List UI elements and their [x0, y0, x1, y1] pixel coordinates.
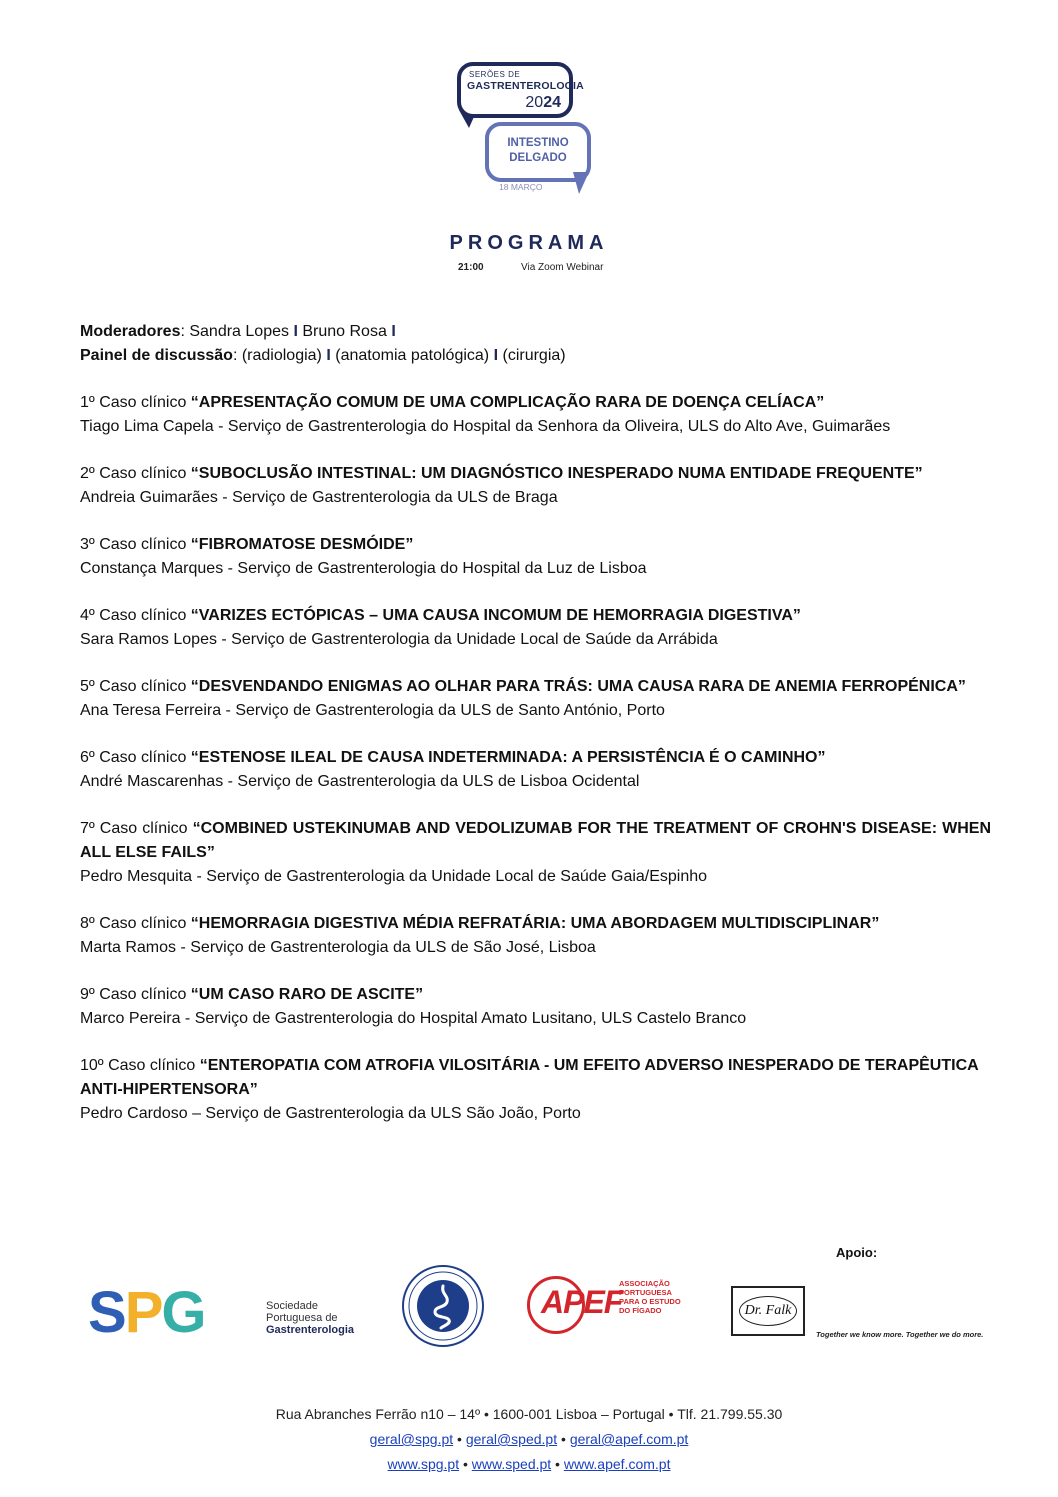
moderators-label: Moderadores	[80, 323, 181, 340]
logo-bubble-series	[457, 62, 584, 118]
case-heading	[80, 817, 991, 865]
case-title: “COMBINED USTEKINUMAB AND VEDOLIZUMAB FOR THE TREATMENT OF CROHN'S DISEASE: WHEN ALL ELSE FAILS”	[80, 820, 992, 861]
footer-emails: geral@spg.pt • geral@sped.pt • geral@apef.com.pt	[369, 1431, 689, 1447]
case-item	[80, 604, 991, 652]
case-item	[80, 817, 991, 889]
case-title: “ENTEROPATIA COM ATROFIA VILOSITÁRIA - UM EFEITO ADVERSO INESPERADO DE TERAPÊUTICA ANTI-HIPERTENSORA”	[80, 1057, 979, 1098]
case-presenter: Sara Ramos Lopes - Serviço de Gastrenterologia da Unidade Local de Saúde da Arrábida	[80, 631, 718, 648]
case-presenter: Tiago Lima Capela - Serviço de Gastrenterologia do Hospital da Senhora da Oliveira, ULS do Alto Ave, Guimarães	[80, 418, 891, 435]
case-title: “ESTENOSE ILEAL DE CAUSA INDETERMINADA: A PERSISTÊNCIA É O CAMINHO”	[190, 749, 826, 766]
moderator-name: Bruno Rosa	[302, 323, 387, 340]
case-heading	[80, 1054, 991, 1102]
web-link-sped[interactable]: www.sped.pt	[471, 1456, 552, 1472]
email-link-sped[interactable]: geral@sped.pt	[465, 1431, 558, 1447]
drfalk-logo-mark: Dr. Falk	[739, 1296, 797, 1326]
case-presenter: Pedro Mesquita - Serviço de Gastrenterologia da Unidade Local de Saúde Gaia/Espinho	[80, 868, 708, 885]
spg-logo	[88, 1280, 355, 1345]
case-number: 8º Caso clínico	[80, 915, 191, 932]
web-link-spg[interactable]: www.spg.pt	[387, 1456, 460, 1472]
case-item	[80, 1054, 991, 1126]
separator: I	[293, 323, 298, 340]
case-number: 4º Caso clínico	[80, 607, 191, 624]
drfalk-tagline: Together we know more. Together we do more.	[816, 1330, 984, 1339]
footer-websites: www.spg.pt • www.sped.pt • www.apef.com.pt	[387, 1456, 671, 1472]
case-presenter: Marta Ramos - Serviço de Gastrenterologia da ULS de São José, Lisboa	[80, 939, 596, 956]
footer-address: Rua Abranches Ferrão n10 – 14º • 1600-001 Lisboa – Portugal • Tlf. 21.799.55.30	[275, 1406, 783, 1422]
case-heading	[80, 391, 991, 415]
case-item	[80, 391, 991, 439]
case-presenter: Andreia Guimarães - Serviço de Gastrenterologia da ULS de Braga	[80, 489, 558, 506]
case-title: “HEMORRAGIA DIGESTIVA MÉDIA REFRATÁRIA: UMA ABORDAGEM MULTIDISCIPLINAR”	[190, 915, 880, 932]
logo-bubble-tail-2	[573, 172, 589, 194]
case-item	[80, 675, 991, 723]
spg-logo-mark: SPG	[88, 1280, 205, 1345]
moderator-name: Sandra Lopes	[189, 323, 289, 340]
case-presenter: Marco Pereira - Serviço de Gastrenterologia do Hospital Amato Lusitano, ULS Castelo Branco	[80, 1010, 747, 1027]
spg-logo-text: Sociedade Portuguesa de Gastrenterologia	[266, 1300, 355, 1336]
case-presenter: Pedro Cardoso – Serviço de Gastrenterologia da ULS São João, Porto	[80, 1105, 581, 1122]
case-heading	[80, 983, 991, 1007]
logo-line1: SERÕES DE	[469, 70, 521, 79]
case-number: 9º Caso clínico	[80, 986, 191, 1003]
case-heading	[80, 533, 991, 557]
case-number: 3º Caso clínico	[80, 536, 191, 553]
event-platform: Via Zoom Webinar	[521, 262, 604, 273]
case-item	[80, 533, 991, 581]
case-title: “DESVENDANDO ENIGMAS AO OLHAR PARA TRÁS: UMA CAUSA RARA DE ANEMIA FERROPÉNICA”	[190, 678, 966, 695]
web-link-apef[interactable]: www.apef.com.pt	[563, 1456, 671, 1472]
case-item	[80, 912, 991, 960]
case-heading	[80, 675, 991, 699]
logo-line2: GASTRENTEROLOGIA	[467, 80, 584, 92]
apef-logo-text: ASSOCIAÇÃO PORTUGUESA PARA O ESTUDO DO FÍGADO	[619, 1279, 681, 1315]
sped-logo	[402, 1265, 484, 1347]
logo-theme: INTESTINO DELGADO	[507, 137, 569, 164]
apef-logo-mark: APEF	[541, 1284, 623, 1320]
moderators-line: Moderadores: Sandra Lopes I Bruno Rosa I	[80, 323, 396, 340]
panel-item: (cirurgia)	[502, 347, 566, 364]
case-number: 1º Caso clínico	[80, 394, 191, 411]
panel-item: (radiologia)	[241, 347, 322, 364]
event-time: 21:00	[458, 262, 484, 273]
case-number: 5º Caso clínico	[80, 678, 191, 695]
case-title: “APRESENTAÇÃO COMUM DE UMA COMPLICAÇÃO RARA DE DOENÇA CELÍACA”	[190, 394, 825, 411]
sped-digestive-icon	[417, 1280, 469, 1332]
case-title: “UM CASO RARO DE ASCITE”	[190, 986, 424, 1003]
case-heading	[80, 604, 991, 628]
case-number: 6º Caso clínico	[80, 749, 191, 766]
case-number: 7º Caso clínico	[80, 820, 193, 837]
separator: I	[391, 323, 396, 340]
program-content	[80, 320, 991, 1126]
logo-date: 18 MARÇO	[499, 182, 543, 192]
panel-line: Painel de discussão: (radiologia) I (anatomia patológica) I (cirurgia)	[80, 347, 566, 364]
case-title: “VARIZES ECTÓPICAS – UMA CAUSA INCOMUM DE HEMORRAGIA DIGESTIVA”	[190, 607, 801, 624]
event-logo	[455, 60, 595, 200]
case-presenter: Ana Teresa Ferreira - Serviço de Gastrenterologia da ULS de Santo António, Porto	[80, 702, 665, 719]
case-item	[80, 983, 991, 1031]
case-title: “FIBROMATOSE DESMÓIDE”	[190, 536, 414, 553]
drfalk-logo	[731, 1286, 805, 1336]
email-link-spg[interactable]: geral@spg.pt	[369, 1431, 454, 1447]
footer	[0, 1402, 1058, 1477]
case-number: 10º Caso clínico	[80, 1057, 200, 1074]
case-item	[80, 746, 991, 794]
email-link-apef[interactable]: geral@apef.com.pt	[569, 1431, 689, 1447]
case-presenter: Constança Marques - Serviço de Gastrenterologia do Hospital da Luz de Lisboa	[80, 560, 647, 577]
support-label: Apoio:	[836, 1245, 878, 1260]
separator: I	[493, 347, 499, 364]
panel-label: Painel de discussão	[80, 347, 233, 364]
panel-item: (anatomia patológica)	[335, 347, 490, 364]
case-presenter: André Mascarenhas - Serviço de Gastrenterologia da ULS de Lisboa Ocidental	[80, 773, 640, 790]
logo-year: 2024	[525, 94, 561, 111]
case-heading	[80, 462, 991, 486]
case-heading	[80, 746, 991, 770]
case-title: “SUBOCLUSÃO INTESTINAL: UM DIAGNÓSTICO INESPERADO NUMA ENTIDADE FREQUENTE”	[190, 465, 923, 482]
case-heading	[80, 912, 991, 936]
separator: I	[326, 347, 331, 364]
page-title: PROGRAMA	[449, 232, 609, 254]
case-item	[80, 462, 991, 510]
case-number: 2º Caso clínico	[80, 465, 191, 482]
